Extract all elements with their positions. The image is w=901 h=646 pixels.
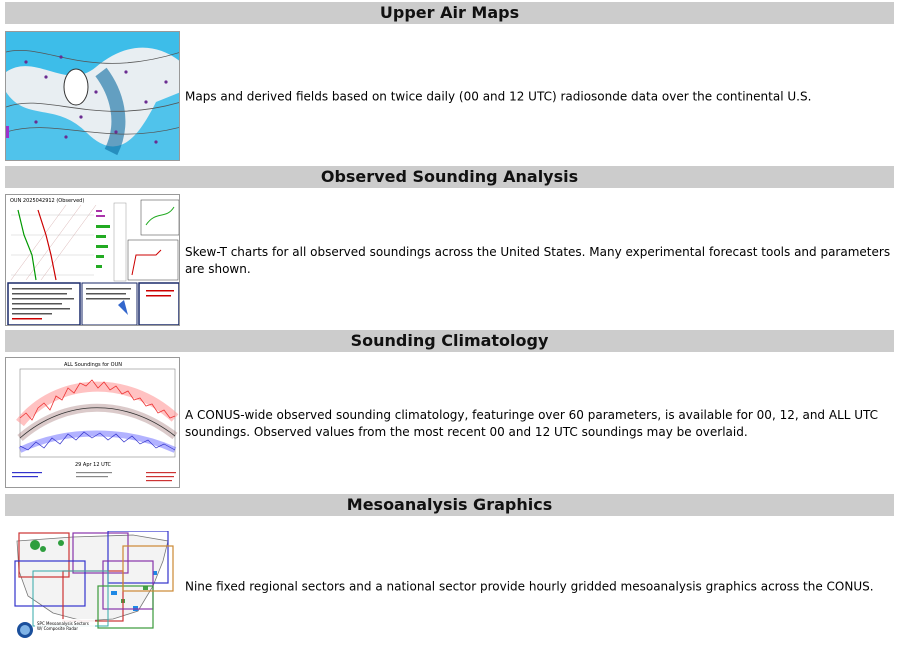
legend-line-2: W/ Composite Radar — [37, 626, 78, 631]
thumb-title: ALL Soundings for OUN — [63, 362, 123, 368]
section-title: Mesoanalysis Graphics — [5, 494, 894, 516]
skew-t-thumbnail[interactable] — [5, 194, 180, 326]
section-upper-air-maps — [5, 2, 894, 164]
upper-air-map-thumbnail[interactable] — [5, 31, 180, 161]
legend-line-1: SPC Mesoanalysis Sectors — [37, 621, 89, 626]
section-title: Sounding Climatology — [5, 330, 894, 352]
section-description: Nine fixed regional sectors and a national sector provide hourly gridded mesoanalysis graphics across the CONUS. — [185, 579, 874, 594]
thumb-title: OUN 2025042912 (Observed) — [10, 198, 85, 204]
section-description: Maps and derived fields based on twice daily (00 and 12 UTC) radiosonde data over the continental U.S. — [185, 89, 812, 104]
thumb-date: 29 Apr 12 UTC — [74, 462, 112, 468]
mesoanalysis-map-thumbnail[interactable] — [13, 531, 177, 642]
section-title: Observed Sounding Analysis — [5, 166, 894, 188]
section-description: A CONUS-wide observed sounding climatology, featuringe over 60 parameters, is available for 00, 12, and ALL UTC soundings. Observed values from the most recent 00 and 12 UTC soundings may be overlaid. — [185, 408, 879, 439]
section-description: Skew-T charts for all observed soundings across the United States. Many experimental forecast tools and parameters are shown. — [185, 245, 891, 276]
section-observed-sounding-analysis — [5, 166, 894, 328]
section-mesoanalysis-graphics — [5, 494, 894, 646]
climatology-chart-thumbnail[interactable] — [5, 357, 180, 488]
section-title: Upper Air Maps — [5, 2, 894, 24]
section-sounding-climatology — [5, 330, 894, 492]
